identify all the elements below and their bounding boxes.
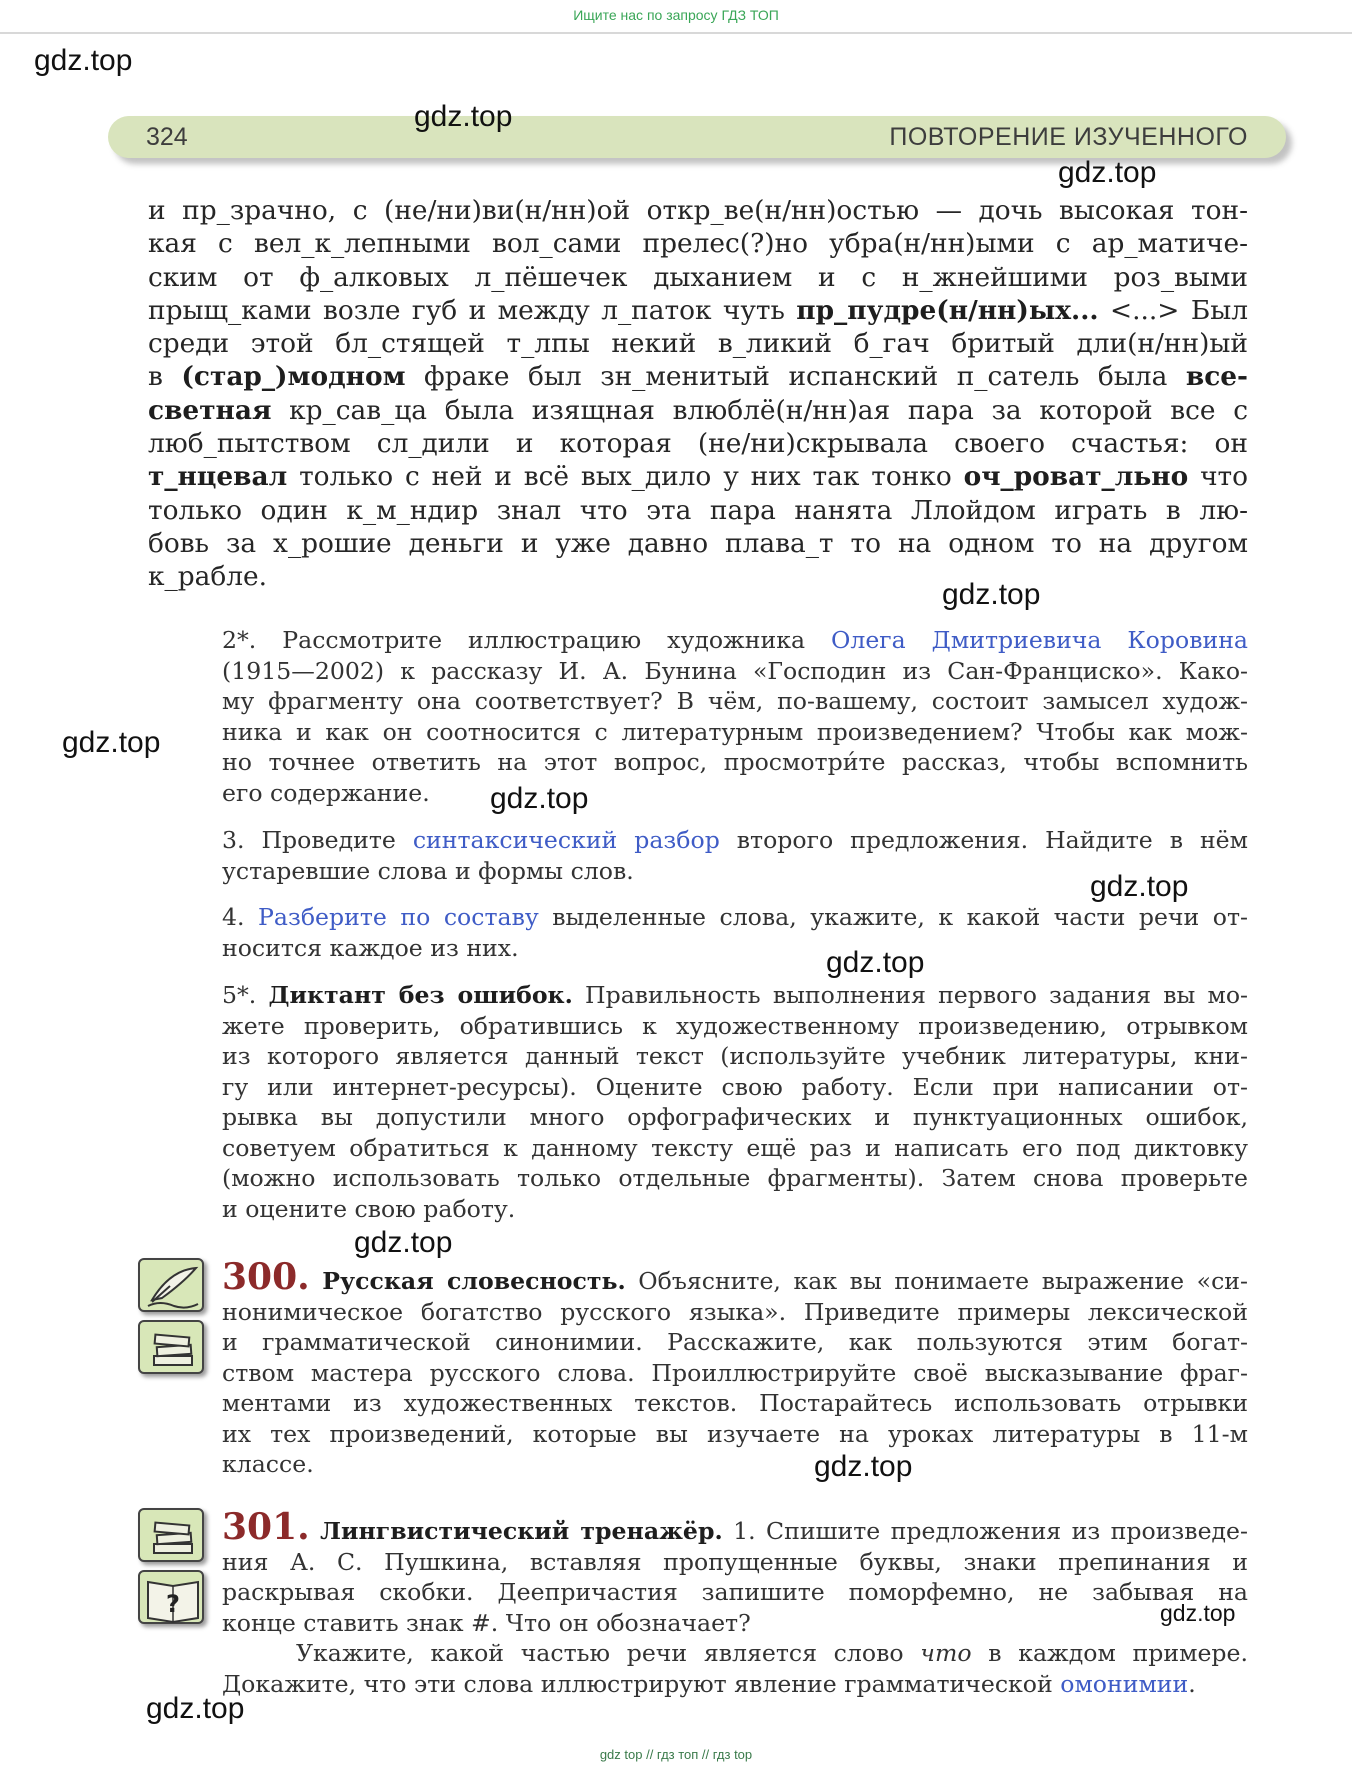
- text-line: из которого является данный текст (используйте учебник литературы, кни-: [222, 1042, 1248, 1070]
- exercise-heading: Русская словесность.: [322, 1267, 626, 1295]
- text-line: бовь за х_рошие деньги и уже давно плава_т то на одном то на другом: [148, 527, 1248, 559]
- link-syntax-analysis[interactable]: синтаксический разбор: [412, 826, 720, 854]
- text-line: но точнее ответить на этот вопрос, просмотри́те рассказ, чтобы вспомнить: [222, 748, 1248, 776]
- highlighted-word: (стар_)модном: [181, 361, 406, 393]
- text-line: классе.: [222, 1450, 314, 1478]
- watermark: gdz.top: [490, 782, 589, 815]
- watermark: gdz.top: [414, 100, 513, 133]
- task-4: [222, 902, 1248, 963]
- text-line: конце ставить знак #. Что он обозначает?: [222, 1608, 751, 1637]
- exercise-heading: Лингвистический тренажёр.: [320, 1517, 723, 1545]
- text-line: светная кр_сав_ца была изящная влюблё(н/нн)ая пара за которой все с: [148, 394, 1248, 426]
- text-line: и пр_зрачно, с (не/ни)ви(н/нн)ой откр_ве(н/нн)остью — дочь высокая тон-: [148, 195, 1248, 226]
- text-line: му фрагменту она соответствует? В чём, по-вашему, состоит замысел худож-: [222, 687, 1248, 715]
- link-morphemic-analysis[interactable]: Разберите по составу: [258, 903, 539, 931]
- text-line: и грамматической синонимии. Расскажите, как пользуются этим богат-: [222, 1328, 1248, 1356]
- page-number: 324: [146, 123, 188, 151]
- text-line: в (стар_)модном фраке был зн_менитый испанский п_сатель была все-: [148, 361, 1249, 393]
- text-line: Докажите, что эти слова иллюстрируют явление грамматической омонимии.: [222, 1669, 1196, 1698]
- highlighted-word: оч_роват_льно: [963, 461, 1189, 493]
- banner-text: Ищите нас по запросу ГДЗ ТОП: [573, 7, 779, 23]
- text-line: люб_пытством сл_дили и которая (не/ни)скрывала своего счастья: он: [148, 428, 1248, 460]
- watermark: gdz.top: [34, 44, 133, 77]
- text-line: ством мастера русского слова. Проиллюстрируйте своё высказывание фраг-: [222, 1358, 1248, 1387]
- text-line: 4. Разберите по составу выделенные слова, укажите, к какой части речи от-: [222, 903, 1248, 931]
- watermark: gdz.top: [942, 578, 1041, 611]
- section-title: ПОВТОРЕНИЕ ИЗУЧЕННОГО: [889, 123, 1248, 151]
- text-line: кая с вел_к_лепными вол_сами прелес(?)но убра(н/нн)ыми с ар_матиче-: [148, 228, 1248, 260]
- exercise-301: [222, 1506, 1248, 1699]
- text-line: 3. Проведите синтаксический разбор второго предложения. Найдите в нём: [222, 826, 1248, 854]
- link-korovin[interactable]: Олега Дмитриевича Коровина: [831, 626, 1248, 654]
- question-book-icon: [138, 1570, 204, 1624]
- text-line: прыщ_ками возле губ и между л_паток чуть пр_пудре(н/нн)ых... <...> Был: [148, 294, 1248, 326]
- text-line: 301. Лингвистический тренажёр. 1. Спишите предложения из произведе-: [222, 1506, 1248, 1548]
- page-header: [108, 116, 1286, 158]
- text-line: гу или интернет-ресурсы). Оцените свою работу. Если при написании от-: [222, 1072, 1248, 1101]
- text-line: (1915—2002) к рассказу И. А. Бунина «Господин из Сан-Франциско». Како-: [222, 656, 1248, 685]
- text-line: нонимическое богатство русского языка». Приведите примеры лексической: [222, 1297, 1248, 1326]
- svg-text:?: ?: [166, 1590, 180, 1618]
- text-line: только один к_м_ндир знал что эта пара нанята Ллойдом играть в лю-: [148, 494, 1248, 526]
- text-line: к_рабле.: [148, 561, 267, 593]
- italic-word: что: [920, 1639, 972, 1667]
- text-line: (можно использовать только отдельные фрагменты). Затем снова проверьте: [222, 1164, 1248, 1192]
- text-line: раскрывая скобки. Деепричастия запишите поморфемно, не забывая на: [222, 1578, 1248, 1606]
- text-line: 300. Русская словесность. Объясните, как вы понимаете выражение «си-: [222, 1256, 1248, 1298]
- text-line: ментами из художественных текстов. Постарайтесь использовать отрывки: [222, 1389, 1248, 1417]
- footer-text: gdz top // гдз топ // гдз top: [599, 1747, 753, 1762]
- watermark: gdz.top: [1160, 1600, 1236, 1626]
- text-line: среди этой бл_стящей т_лпы некий в_ликий б_гач бритый дли(н/нн)ый: [148, 328, 1248, 360]
- text-line: 2*. Рассмотрите иллюстрацию художника Олега Дмитриевича Коровина: [222, 626, 1248, 654]
- text-line: рывка вы допустили много орфографических и пунктуационных ошибок,: [222, 1103, 1248, 1131]
- watermark: gdz.top: [1090, 870, 1189, 903]
- books-icon: [138, 1508, 204, 1562]
- link-homonymy[interactable]: омонимии: [1060, 1669, 1189, 1698]
- text-line: 5*. Диктант без ошибок. Правильность выполнения первого задания вы мо-: [222, 981, 1248, 1009]
- text-line: жете проверить, обратившись к художественному произведению, отрывком: [222, 1011, 1248, 1040]
- books-icon: [138, 1320, 204, 1374]
- text-line: носится каждое из них.: [222, 933, 519, 962]
- text-line: Укажите, какой частью речи является слово что в каждом примере.: [296, 1639, 1248, 1667]
- task-2: [222, 625, 1248, 808]
- text-line: их тех произведений, которые вы изучаете на уроках литературы в 11-м: [222, 1419, 1248, 1448]
- watermark: gdz.top: [1058, 156, 1157, 189]
- watermark: gdz.top: [146, 1692, 245, 1725]
- task-heading: Диктант без ошибок.: [268, 981, 573, 1009]
- text-line: ния А. С. Пушкина, вставляя пропущенные буквы, знаки препинания и: [222, 1547, 1248, 1576]
- watermark: gdz.top: [814, 1450, 913, 1483]
- text-line: ским от ф_алковых л_пёшечек дыханием и с н_жнейшими роз_выми: [148, 261, 1248, 293]
- highlighted-word: пр_пудре(н/нн)ых...: [796, 294, 1099, 326]
- text-line: его содержание.: [222, 778, 430, 807]
- exercise-text: [148, 194, 1248, 594]
- watermark: gdz.top: [62, 726, 161, 759]
- text-line: т_нцевал только с ней и всё вых_дило у них так тонко оч_роват_льно что: [148, 461, 1249, 493]
- exercise-number: 301.: [222, 1506, 310, 1548]
- highlighted-word: светная: [148, 394, 272, 426]
- task-5: [222, 980, 1248, 1224]
- watermark: gdz.top: [354, 1226, 453, 1259]
- top-banner: [0, 0, 1352, 34]
- exercise-300: [222, 1256, 1248, 1480]
- watermark: gdz.top: [826, 946, 925, 979]
- highlighted-word: т_нцевал: [148, 461, 288, 493]
- text-line: ника и как он соотносится с литературным произведением? Чтобы как мож-: [222, 717, 1248, 746]
- highlighted-word: все-: [1185, 361, 1249, 393]
- exercise-number: 300.: [222, 1256, 310, 1298]
- quill-icon: [138, 1258, 204, 1312]
- text-line: и оцените свою работу.: [222, 1194, 516, 1223]
- text-line: советуем обратиться к данному тексту ещё раз и написать его под диктовку: [222, 1133, 1248, 1162]
- text-line: устаревшие слова и формы слов.: [222, 856, 634, 885]
